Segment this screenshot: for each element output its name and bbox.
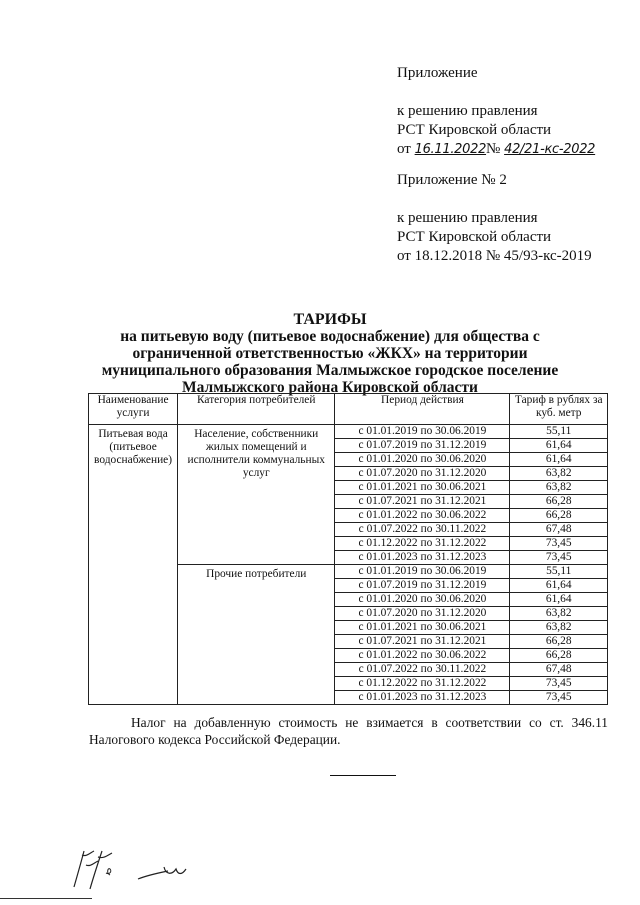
handwritten-date: 16.11.2022 xyxy=(414,142,487,157)
table-row xyxy=(89,425,608,439)
service-cell: Питьевая вода (питьевое водоснабжение) xyxy=(89,425,178,705)
tariff-cell: 66,28 xyxy=(510,495,608,509)
tariff-cell: 63,82 xyxy=(510,607,608,621)
period-cell: с 01.07.2020 по 31.12.2020 xyxy=(335,607,510,621)
header-period: Период действия xyxy=(335,394,510,425)
period-cell: с 01.07.2021 по 31.12.2021 xyxy=(335,495,510,509)
appendix-2-title: Приложение № 2 xyxy=(397,172,507,188)
tariff-cell: 73,45 xyxy=(510,677,608,691)
title-line-4: муниципального образования Малмыжское городское поселение xyxy=(101,362,559,379)
end-divider xyxy=(330,775,396,776)
decision-ref-line xyxy=(397,140,595,159)
tax-note xyxy=(89,714,608,748)
period-cell: с 01.07.2022 по 30.11.2022 xyxy=(335,663,510,677)
period-cell: с 01.07.2019 по 31.12.2019 xyxy=(335,439,510,453)
period-cell: с 01.12.2022 по 31.12.2022 xyxy=(335,537,510,551)
tariff-cell: 61,64 xyxy=(510,439,608,453)
period-cell: с 01.01.2023 по 31.12.2023 xyxy=(335,691,510,705)
title-line-2: на питьевую воду (питьевое водоснабжение) для общества с xyxy=(120,328,540,345)
signature-mark xyxy=(60,845,200,900)
authority-line-2: РСТ Кировской области xyxy=(397,229,552,245)
tariff-cell: 61,64 xyxy=(510,453,608,467)
decision-line-2: к решению правления xyxy=(397,210,538,226)
appendix-header xyxy=(397,64,595,159)
period-cell: с 01.01.2019 по 30.06.2019 xyxy=(335,425,510,439)
period-cell: с 01.01.2019 по 30.06.2019 xyxy=(335,565,510,579)
tariff-cell: 55,11 xyxy=(510,565,608,579)
appendix-2-header xyxy=(397,171,592,266)
tariff-cell: 67,48 xyxy=(510,663,608,677)
signature-line xyxy=(0,898,92,899)
tariff-cell: 55,11 xyxy=(510,425,608,439)
header-tariff: Тариф в рублях за куб. метр xyxy=(510,394,608,425)
period-cell: с 01.07.2022 по 30.11.2022 xyxy=(335,523,510,537)
tariff-cell: 66,28 xyxy=(510,635,608,649)
period-cell: с 01.07.2019 по 31.12.2019 xyxy=(335,579,510,593)
category-cell: Население, собственники жилых помещений и исполнители коммунальных услуг xyxy=(178,425,335,565)
tariff-cell: 61,64 xyxy=(510,579,608,593)
table-header-row xyxy=(89,394,608,425)
tariff-table xyxy=(88,393,608,705)
handwritten-number: 42/21-кс-2022 xyxy=(504,142,596,157)
period-cell: с 01.01.2020 по 30.06.2020 xyxy=(335,453,510,467)
tax-note-line-2: Налогового кодекса Российской Федерации. xyxy=(89,732,341,747)
period-cell: с 01.01.2020 по 30.06.2020 xyxy=(335,593,510,607)
signature-icon xyxy=(60,845,200,895)
period-cell: с 01.01.2022 по 30.06.2022 xyxy=(335,649,510,663)
tariff-cell: 73,45 xyxy=(510,537,608,551)
title-heading: ТАРИФЫ xyxy=(293,311,367,328)
period-cell: с 01.12.2022 по 31.12.2022 xyxy=(335,677,510,691)
document-title xyxy=(60,311,600,396)
period-cell: с 01.07.2020 по 31.12.2020 xyxy=(335,467,510,481)
period-cell: с 01.01.2021 по 30.06.2021 xyxy=(335,621,510,635)
title-line-3: ограниченной ответственностью «ЖКХ» на территории xyxy=(132,345,528,362)
tariff-cell: 61,64 xyxy=(510,593,608,607)
table-body xyxy=(89,425,608,705)
period-cell: с 01.01.2021 по 30.06.2021 xyxy=(335,481,510,495)
period-cell: с 01.01.2022 по 30.06.2022 xyxy=(335,509,510,523)
from-prefix: от xyxy=(397,141,411,157)
tax-note-line-1: Налог на добавленную стоимость не взимается в соответствии со ст. 346.11 xyxy=(131,715,608,730)
category-cell: Прочие потребители xyxy=(178,565,335,705)
tariff-cell: 66,28 xyxy=(510,509,608,523)
appendix-title: Приложение xyxy=(397,65,478,81)
period-cell: с 01.01.2023 по 31.12.2023 xyxy=(335,551,510,565)
tariff-cell: 73,45 xyxy=(510,551,608,565)
tariff-cell: 63,82 xyxy=(510,481,608,495)
tariff-cell: 67,48 xyxy=(510,523,608,537)
header-service: Наименование услуги xyxy=(89,394,178,425)
tariff-cell: 66,28 xyxy=(510,649,608,663)
title-line-5: Малмыжского района Кировской области xyxy=(182,379,478,396)
period-cell: с 01.07.2021 по 31.12.2021 xyxy=(335,635,510,649)
header-category: Категория потребителей xyxy=(178,394,335,425)
decision-ref-line-2: от 18.12.2018 № 45/93-кс-2019 xyxy=(397,248,592,264)
authority-line: РСТ Кировской области xyxy=(397,122,552,138)
tariff-cell: 73,45 xyxy=(510,691,608,705)
tariff-cell: 63,82 xyxy=(510,621,608,635)
number-sign: № xyxy=(486,141,501,157)
tariff-cell: 63,82 xyxy=(510,467,608,481)
decision-line: к решению правления xyxy=(397,103,538,119)
